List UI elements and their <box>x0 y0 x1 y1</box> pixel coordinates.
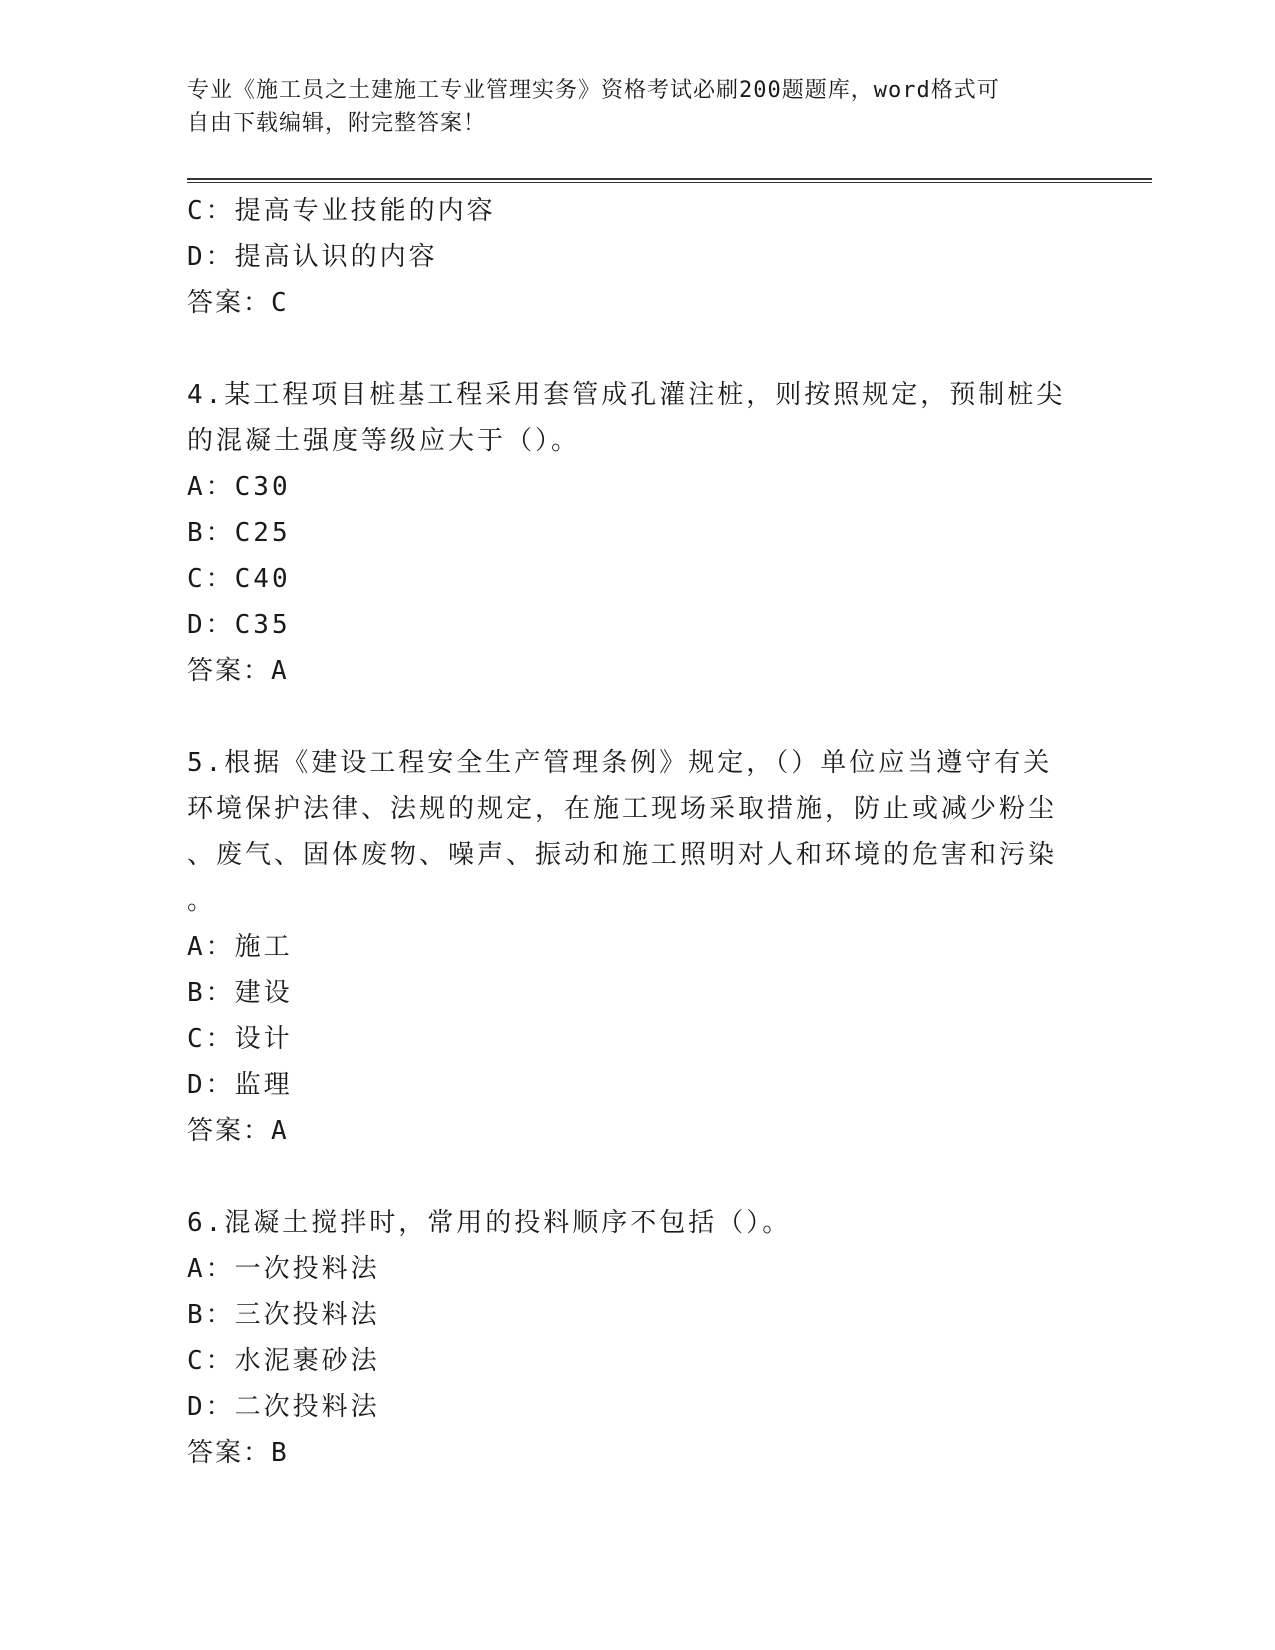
option-b: B：C25 <box>187 518 291 548</box>
question-4 <box>187 372 1067 694</box>
option-d: D：二次投料法 <box>187 1392 380 1422</box>
option-c: C：水泥裹砂法 <box>187 1346 380 1376</box>
question-6 <box>187 1200 1067 1476</box>
question-continued <box>187 188 1067 326</box>
option-d: D：C35 <box>187 610 291 640</box>
option-d: D：提高认识的内容 <box>187 242 438 272</box>
option-a: A：C30 <box>187 472 291 502</box>
document-header <box>187 74 1067 140</box>
answer: 答案：A <box>187 1116 289 1146</box>
question-text-line: 。 <box>187 886 217 916</box>
spacer <box>187 326 1067 372</box>
option-c: C：提高专业技能的内容 <box>187 196 496 226</box>
question-text-line: 的混凝土强度等级应大于（）。 <box>187 426 581 456</box>
question-list <box>187 188 1067 1476</box>
option-b: B：三次投料法 <box>187 1300 380 1330</box>
header-divider <box>187 178 1152 183</box>
answer: 答案：A <box>187 656 289 686</box>
question-text-line: 4.某工程项目桩基工程采用套管成孔灌注桩，则按照规定，预制桩尖 <box>187 380 1066 410</box>
option-c: C：设计 <box>187 1024 293 1054</box>
question-text-line: 6.混凝土搅拌时，常用的投料顺序不包括（）。 <box>187 1208 792 1238</box>
option-d: D：监理 <box>187 1070 293 1100</box>
option-a: A：施工 <box>187 932 293 962</box>
spacer <box>187 1154 1067 1200</box>
option-b: B：建设 <box>187 978 293 1008</box>
header-line-2: 自由下载编辑，附完整答案！ <box>187 111 487 136</box>
answer: 答案：B <box>187 1438 289 1468</box>
question-text-line: 5.根据《建设工程安全生产管理条例》规定，（）单位应当遵守有关 <box>187 748 1053 778</box>
spacer <box>187 694 1067 740</box>
question-text-line: 、废气、固体废物、噪声、振动和施工照明对人和环境的危害和污染 <box>187 840 1058 870</box>
answer: 答案：C <box>187 288 289 318</box>
question-text-line: 环境保护法律、法规的规定，在施工现场采取措施，防止或减少粉尘 <box>187 794 1058 824</box>
header-line-1: 专业《施工员之土建施工专业管理实务》资格考试必刷200题题库，word格式可 <box>187 78 1000 103</box>
option-a: A：一次投料法 <box>187 1254 380 1284</box>
question-5 <box>187 740 1067 1154</box>
option-c: C：C40 <box>187 564 291 594</box>
